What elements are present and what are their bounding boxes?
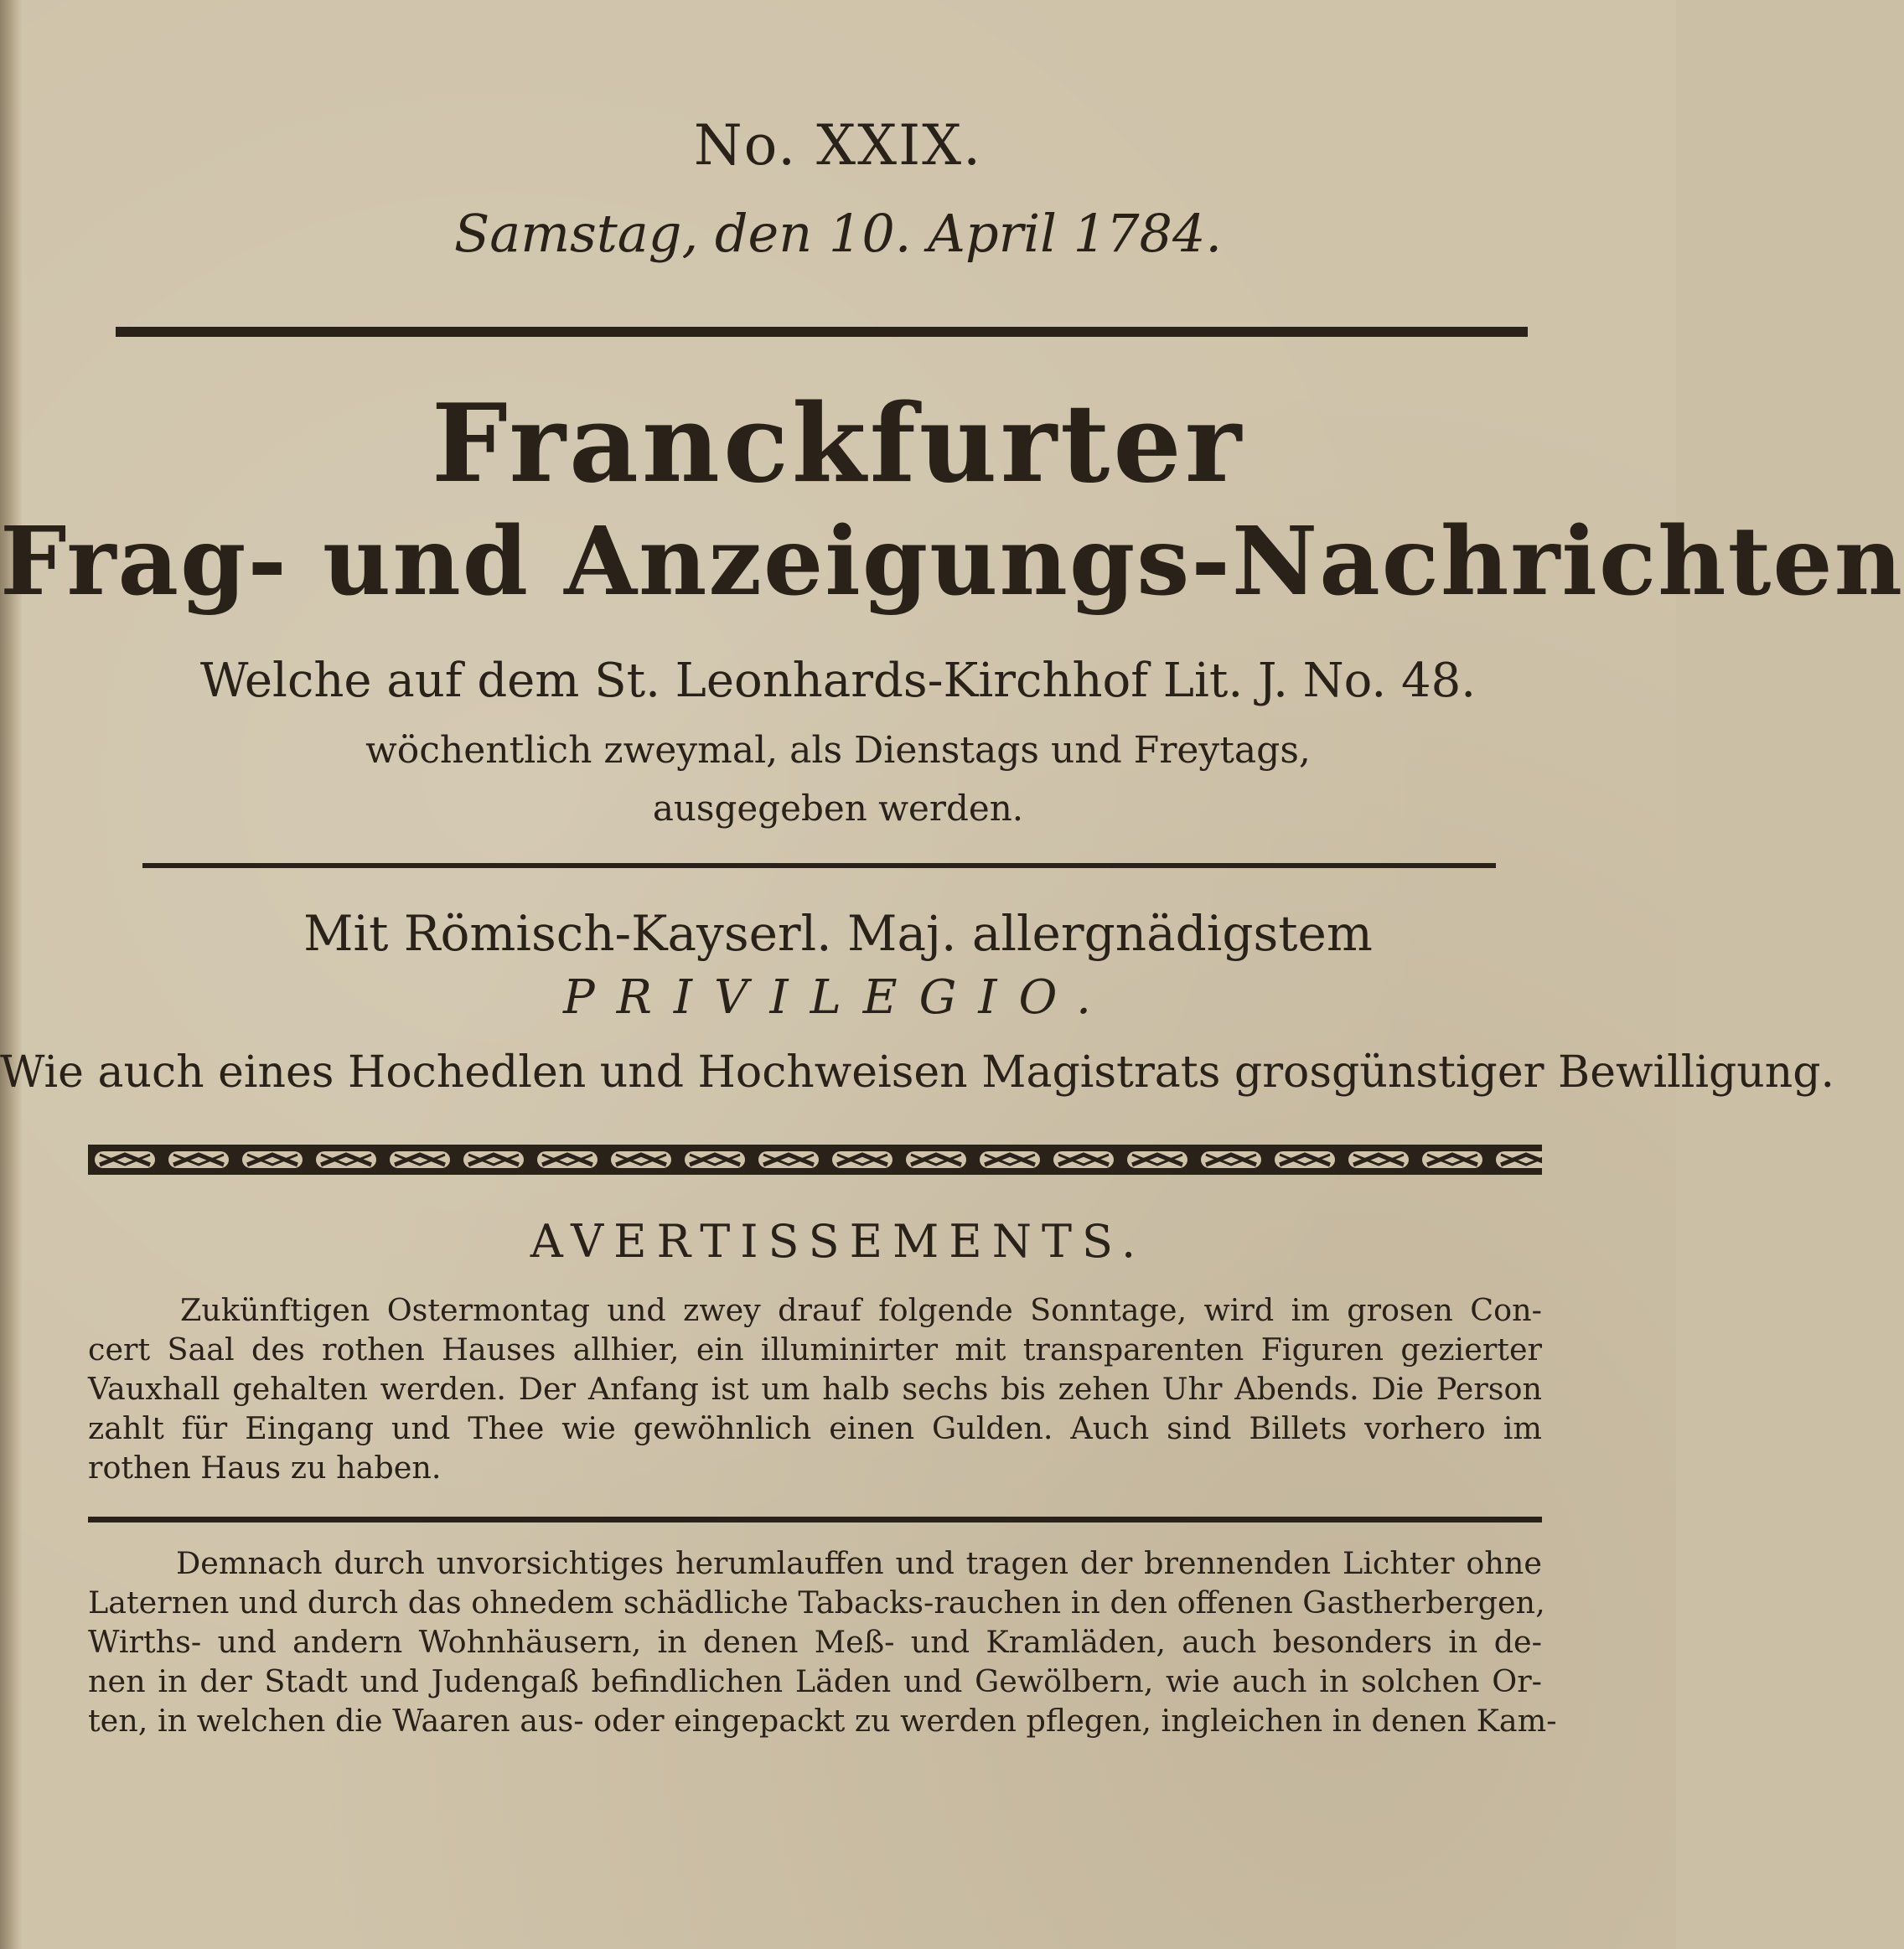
section-heading: AVERTISSEMENTS. — [530, 1215, 1146, 1268]
notice-separator-rule — [88, 1517, 1542, 1522]
privilege-line2: PRIVILEGIO. — [563, 970, 1113, 1025]
chain-ornament-divider — [88, 1141, 1542, 1178]
header-rule — [116, 327, 1528, 337]
masthead-subtitle-line3: ausgegeben werden. — [652, 788, 1024, 829]
notice-line: Laternen und durch das ohnedem schädliche Tabacks-rauchen in den offenen Gastherbergen, — [88, 1585, 1545, 1621]
notice-vauxhall — [88, 1290, 1542, 1487]
notice-line: nen in der Stadt und Judengaß befindlichen Läden und Gewölbern, wie auch in solchen Or- — [88, 1663, 1542, 1699]
notice-line: Wirths- und andern Wohnhäusern, in denen Meß- und Kramläden, auch besonders in de- — [88, 1624, 1542, 1660]
notice-line: cert Saal des rothen Hauses allhier, ein illuminirter mit transparenten Figuren gezierter — [88, 1331, 1542, 1367]
notice-line: Zukünftigen Ostermontag und zwey drauf folgende Sonntage, wird im grosen Con- — [180, 1292, 1542, 1328]
masthead-subtitle-line1: Welche auf dem St. Leonhards-Kirchhof Lit. J. No. 48. — [199, 654, 1477, 708]
issue-date: Samstag, den 10. April 1784. — [453, 203, 1223, 264]
masthead-title-line2: Frag- und Anzeigungs-Nachrichten — [0, 507, 1904, 617]
notice-line: zahlt für Eingang und Thee wie gewöhnlich einen Gulden. Auch sind Billets vorhero im — [88, 1410, 1542, 1446]
notice-line: ten, in welchen die Waaren aus- oder eingepackt zu werden pflegen, ingleichen in denen Kam- — [88, 1703, 1557, 1739]
issue-number: No. XXIX. — [693, 113, 983, 178]
notice-line: Demnach durch unvorsichtiges herumlauffen und tragen der brennenden Lichter ohne — [176, 1545, 1542, 1581]
masthead-title-line1: Franckfurter — [431, 381, 1245, 507]
notice-fire-safety — [88, 1543, 1557, 1740]
masthead-rule — [142, 863, 1496, 868]
notice-line: Vauxhall gehalten werden. Der Anfang ist um halb sechs bis zehen Uhr Abends. Die Person — [88, 1371, 1542, 1407]
notice-line: rothen Haus zu haben. — [88, 1450, 442, 1486]
masthead-subtitle-line2: wöchentlich zweymal, als Dienstags und Freytags, — [365, 729, 1311, 772]
privilege-line1: Mit Römisch-Kayserl. Maj. allergnädigstem — [303, 905, 1373, 962]
privilege-line3: Wie auch eines Hochedlen und Hochweisen Magistrats grosgünstiger Bewilligung. — [0, 1047, 1835, 1098]
